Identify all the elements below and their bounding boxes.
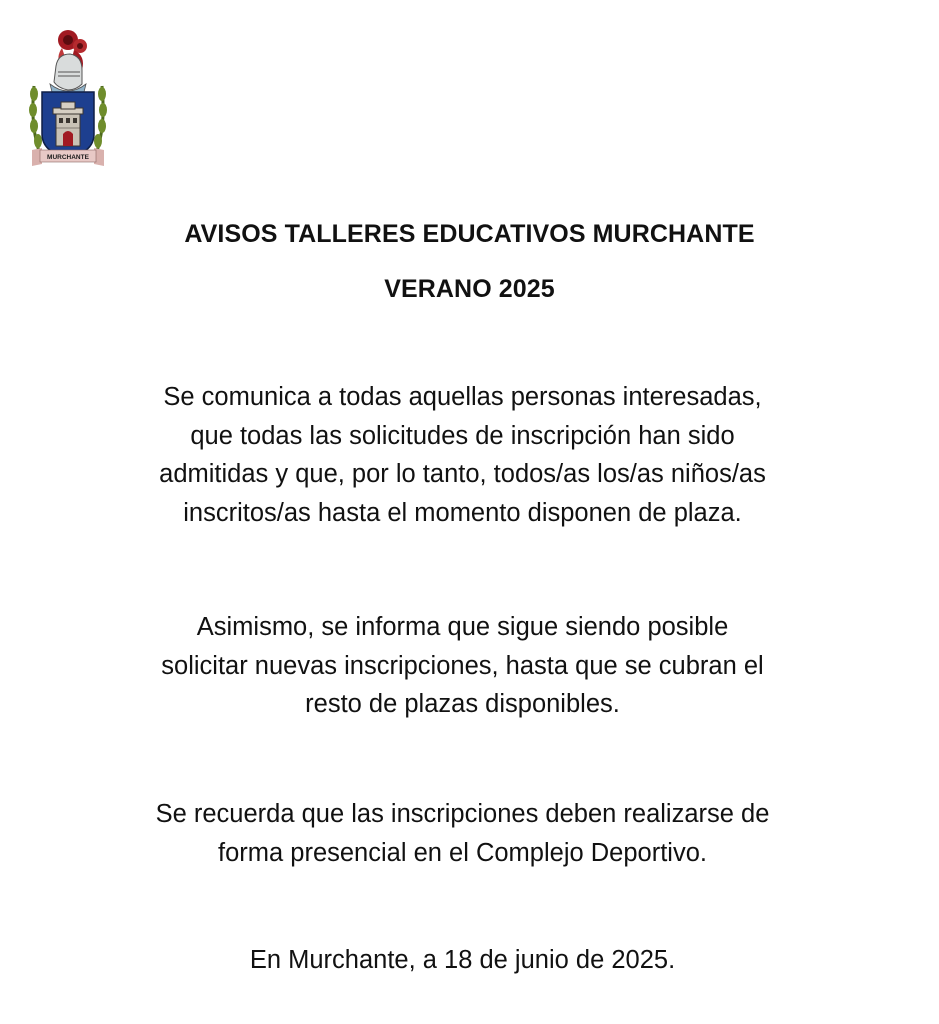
paragraph-line: resto de plazas disponibles. (305, 690, 620, 718)
paragraph-admissions (100, 378, 825, 532)
paragraph-line: Se comunica a todas aquellas personas interesadas, (163, 383, 762, 411)
paragraph-new-registrations (100, 608, 825, 724)
paragraph-line: Se recuerda que las inscripciones deben realizarse de (155, 800, 770, 828)
closing-date-line (100, 941, 825, 980)
shield (42, 92, 94, 158)
paragraph-line: que todas las solicitudes de inscripción han sido (190, 421, 735, 450)
closing-text: En Murchante, a 18 de junio de 2025. (249, 946, 676, 974)
svg-text:MURCHANTE: MURCHANTE (47, 154, 89, 161)
notice-title: AVISOS TALLERES EDUCATIVOS MURCHANTE (184, 220, 755, 248)
paragraph-in-person-reminder (100, 795, 825, 872)
paragraph-line: inscritos/as hasta el momento disponen de plaza. (183, 498, 742, 527)
paragraph-line: forma presencial en el Complejo Deportivo. (218, 838, 707, 867)
paragraph-line: Asimismo, se informa que sigue siendo posible (196, 613, 729, 641)
paragraph-line: solicitar nuevas inscripciones, hasta que se cubran el (161, 651, 764, 680)
paragraph-line: admitidas y que, por lo tanto, todos/as los/as niños/as (159, 460, 766, 488)
murchante-coat-of-arms-logo (28, 26, 108, 168)
notice-subtitle: VERANO 2025 (384, 275, 555, 303)
motto-ribbon (32, 148, 104, 166)
